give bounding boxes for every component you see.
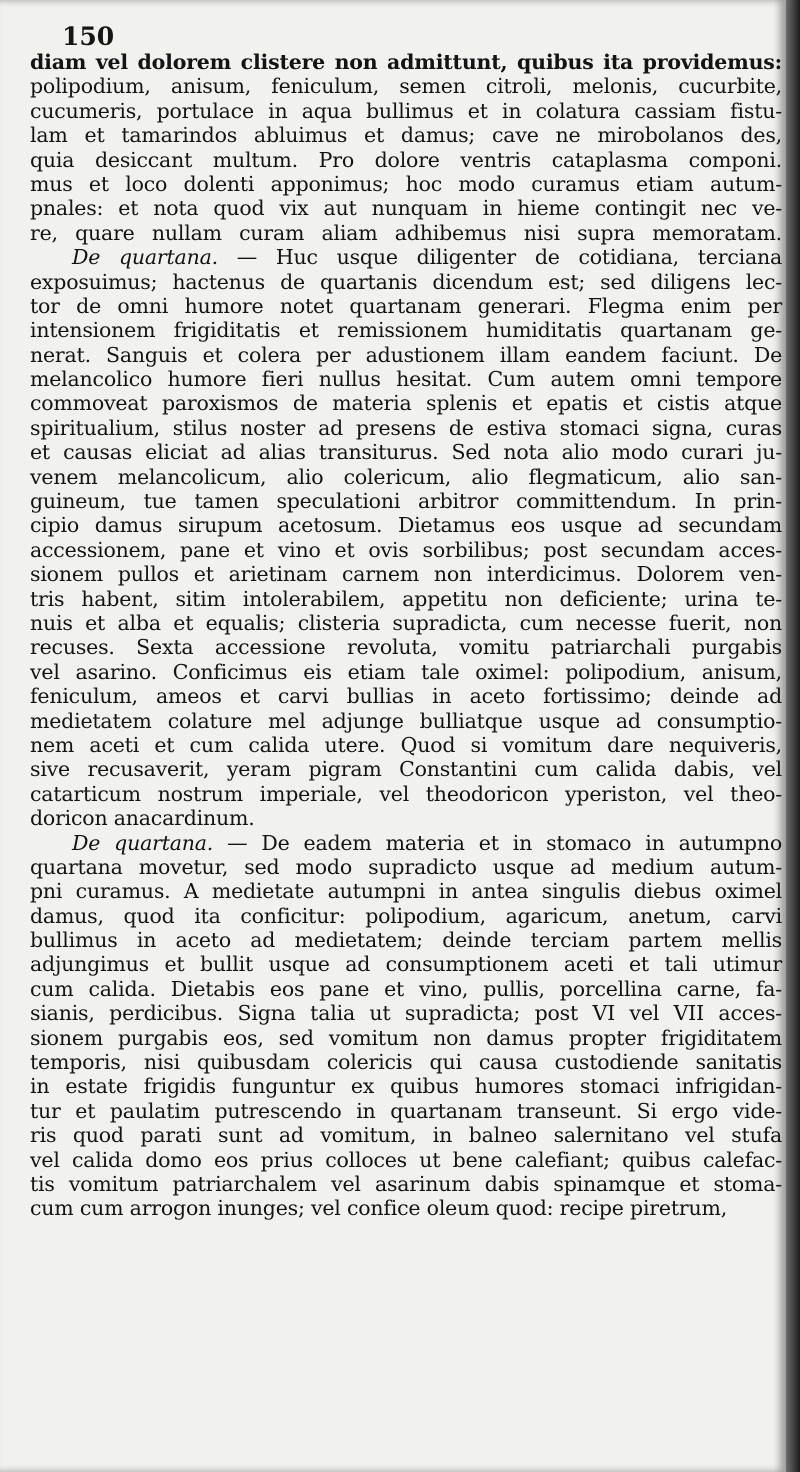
text-line: et causas eliciat ad alias transiturus. Sed nota alio modo curari ju- — [30, 440, 782, 465]
text-line: sive recusaverit, yeram pigram Constantini cum calida dabis, vel — [30, 757, 782, 782]
text-line: nerat. Sanguis et colera per adustionem illam eandem faciunt. De — [30, 342, 782, 367]
text-line: guineum, tue tamen speculationi arbitror committendum. In prin- — [30, 489, 782, 514]
text-line: tis vomitum patriarchalem vel asarinum dabis spinamque et stoma- — [30, 1171, 782, 1196]
text-line: spiritualium, stilus noster ad presens de estiva stomaci signa, curas — [30, 415, 782, 440]
text-line: recuses. Sexta accessione revoluta, vomitu patriarchali purgabis — [30, 635, 782, 660]
text-line: quartana movetur, sed modo supradicto usque ad medium autum- — [30, 854, 782, 879]
text-line: tur et paulatim putrescendo in quartanam transeunt. Si ergo vide- — [30, 1098, 782, 1123]
text-line: catarticum nostrum imperiale, vel theodoricon yperiston, vel theo- — [30, 781, 782, 806]
text-line: melancolico humore fieri nullus hesitat. Cum autem omni tempore — [30, 367, 782, 392]
text-line: re, quare nullam curam aliam adhibemus nisi supra memoratam. — [30, 220, 782, 245]
text-line: damus, quod ita conficitur: polipodium, agaricum, anetum, carvi — [30, 903, 782, 928]
text-line: sionem pullos et arietinam carnem non interdicimus. Dolorem ven- — [30, 562, 782, 587]
text-line: commoveat paroxismos de materia splenis et epatis et cistis atque — [30, 391, 782, 416]
text-line: mus et loco dolenti apponimus; hoc modo curamus etiam autum- — [30, 171, 782, 196]
text-line: nuis et alba et equalis; clisteria supradicta, cum necesse fuerit, non — [30, 610, 782, 635]
text-line: exposuimus; hactenus de quartanis dicendum est; sed diligens lec- — [30, 269, 782, 294]
text-line: adjungimus et bullit usque ad consumptionem aceti et tali utimur — [30, 952, 782, 977]
text-line: quia desiccant multum. Pro dolore ventris cataplasma componi. — [30, 147, 782, 172]
text-line: in estate frigidis funguntur ex quibus humores stomaci infrigidan- — [30, 1074, 782, 1099]
text-line: tor de omni humore notet quartanam generari. Flegma enim per — [30, 293, 782, 318]
page-edge-shadow — [786, 0, 800, 1472]
text-line: tris habent, sitim intolerabilem, appetitu non deficiente; urina te- — [30, 586, 782, 611]
text-line: medietatem colature mel adjunge bulliatque usque ad consumptio- — [30, 708, 782, 733]
section-heading: De quartana. — [72, 245, 237, 270]
text-line: bullimus in aceto ad medietatem; deinde terciam partem mellis — [30, 928, 782, 953]
text-line: intensionem frigiditatis et remissionem humiditatis quartanam ge- — [30, 318, 782, 343]
text-line: cum cum arrogon inunges; vel confice oleum quod: recipe piretrum, — [30, 1196, 728, 1221]
text-line: vel calida domo eos prius colloces ut bene calefiant; quibus calefac- — [30, 1147, 782, 1172]
text-line: pni curamus. A medietate autumpni in antea singulis diebus oximel — [30, 879, 782, 904]
text-line: venem melancolicum, alio colericum, alio flegmaticum, alio san- — [30, 464, 782, 489]
body-text — [30, 50, 782, 1221]
text-line: nem aceti et cum calida utere. Quod si vomitum dare nequiveris, — [30, 732, 782, 757]
text-line: cipio damus sirupum acetosum. Dietamus eos usque ad secundam — [30, 513, 782, 538]
page-number: 150 — [62, 22, 115, 51]
section-heading: De quartana. — [72, 830, 228, 855]
text-line: De quartana. — De eadem materia et in stomaco in autumpno — [72, 830, 782, 855]
text-line: cum calida. Dietabis eos pane et vino, pullis, porcellina carne, fa- — [30, 976, 782, 1001]
text-line: sionem purgabis eos, sed vomitum non damus propter frigiditatem — [30, 1025, 782, 1050]
text-line: feniculum, ameos et carvi bullias in aceto fortissimo; deinde ad — [30, 684, 782, 709]
text-line: lam et tamarindos abluimus et damus; cave ne mirobolanos des, — [30, 123, 782, 148]
text-line: diam vel dolorem clistere non admittunt, quibus ita providemus: — [30, 50, 782, 74]
text-line: ris quod parati sunt ad vomitum, in balneo salernitano vel stufa — [30, 1123, 782, 1148]
text-line: accessionem, pane et vino et ovis sorbilibus; post secundam acces- — [30, 537, 782, 562]
text-line: pnales: et nota quod vix aut nunquam in hieme contingit nec ve- — [30, 196, 782, 221]
text-line: polipodium, anisum, feniculum, semen citroli, melonis, cucurbite, — [30, 74, 782, 99]
text-line: sianis, perdicibus. Signa talia ut supradicta; post VI vel VII acces- — [30, 1001, 782, 1026]
text-line: temporis, nisi quibusdam colericis qui causa custodiende sanitatis — [30, 1050, 782, 1075]
text-line: cucumeris, portulace in aqua bullimus et in colatura cassiam fistu- — [30, 98, 782, 123]
text-line: doricon anacardinum. — [30, 806, 255, 831]
text-line: De quartana. — Huc usque diligenter de cotidiana, terciana — [72, 245, 783, 270]
text-line: vel asarino. Conficimus eis etiam tale oximel: polipodium, anisum, — [30, 659, 782, 684]
